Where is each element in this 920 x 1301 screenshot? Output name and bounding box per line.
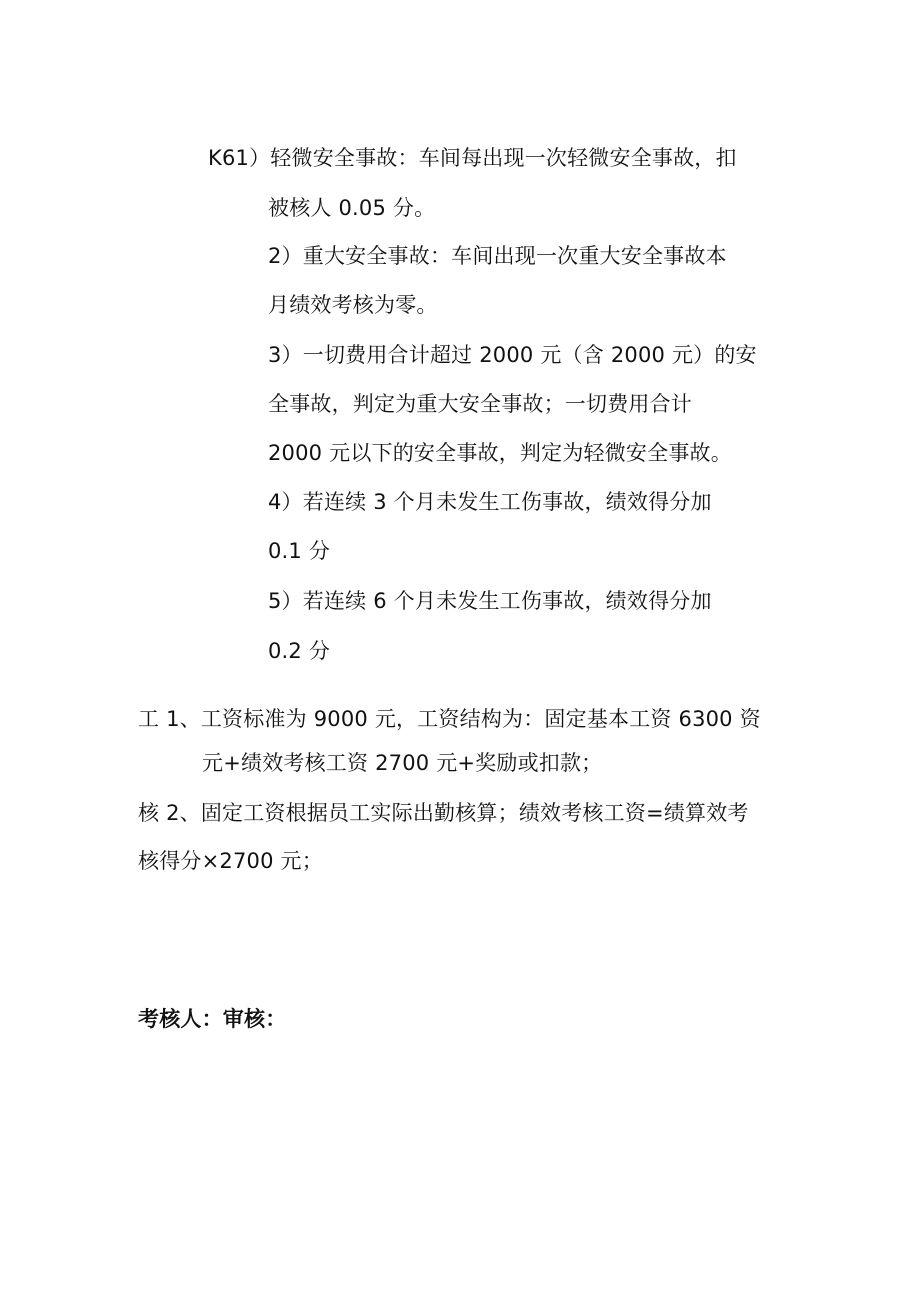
rule-5-line-1: 5）若连续 6 个月未发生工伤事故，绩效得分加 xyxy=(268,589,712,613)
rule-4-line-1: 4）若连续 3 个月未发生工伤事故，绩效得分加 xyxy=(268,490,712,514)
salary-1-line-1: 工 1、工资标准为 9000 元，工资结构为：固定基本工资 6300 资 xyxy=(138,707,761,731)
rule-4-line-2: 0.1 分 xyxy=(268,539,331,563)
rule-2-line-1: 2）重大安全事故：车间出现一次重大安全事故本 xyxy=(268,244,727,268)
rule-3-line-1: 3）一切费用合计超过 2000 元（含 2000 元）的安 xyxy=(268,343,757,367)
rule-1-line-2: 被核人 0.05 分。 xyxy=(268,196,436,220)
rule-2-line-2: 月绩效考核为零。 xyxy=(268,293,438,317)
signature-line: 考核人：审核： xyxy=(138,1007,287,1031)
rule-3-line-3: 2000 元以下的安全事故，判定为轻微安全事故。 xyxy=(268,441,732,465)
salary-2-line-2: 核得分×2700 元； xyxy=(138,849,323,873)
salary-1-line-2: 元+绩效考核工资 2700 元+奖励或扣款； xyxy=(202,751,603,775)
rule-5-line-2: 0.2 分 xyxy=(268,639,331,663)
rule-3-line-2: 全事故，判定为重大安全事故；一切费用合计 xyxy=(268,392,692,416)
salary-2-line-1: 核 2、固定工资根据员工实际出勤核算；绩效考核工资=绩算效考 xyxy=(138,801,749,825)
rule-1-line-1: K61）轻微安全事故：车间每出现一次轻微安全事故，扣 xyxy=(208,146,737,170)
